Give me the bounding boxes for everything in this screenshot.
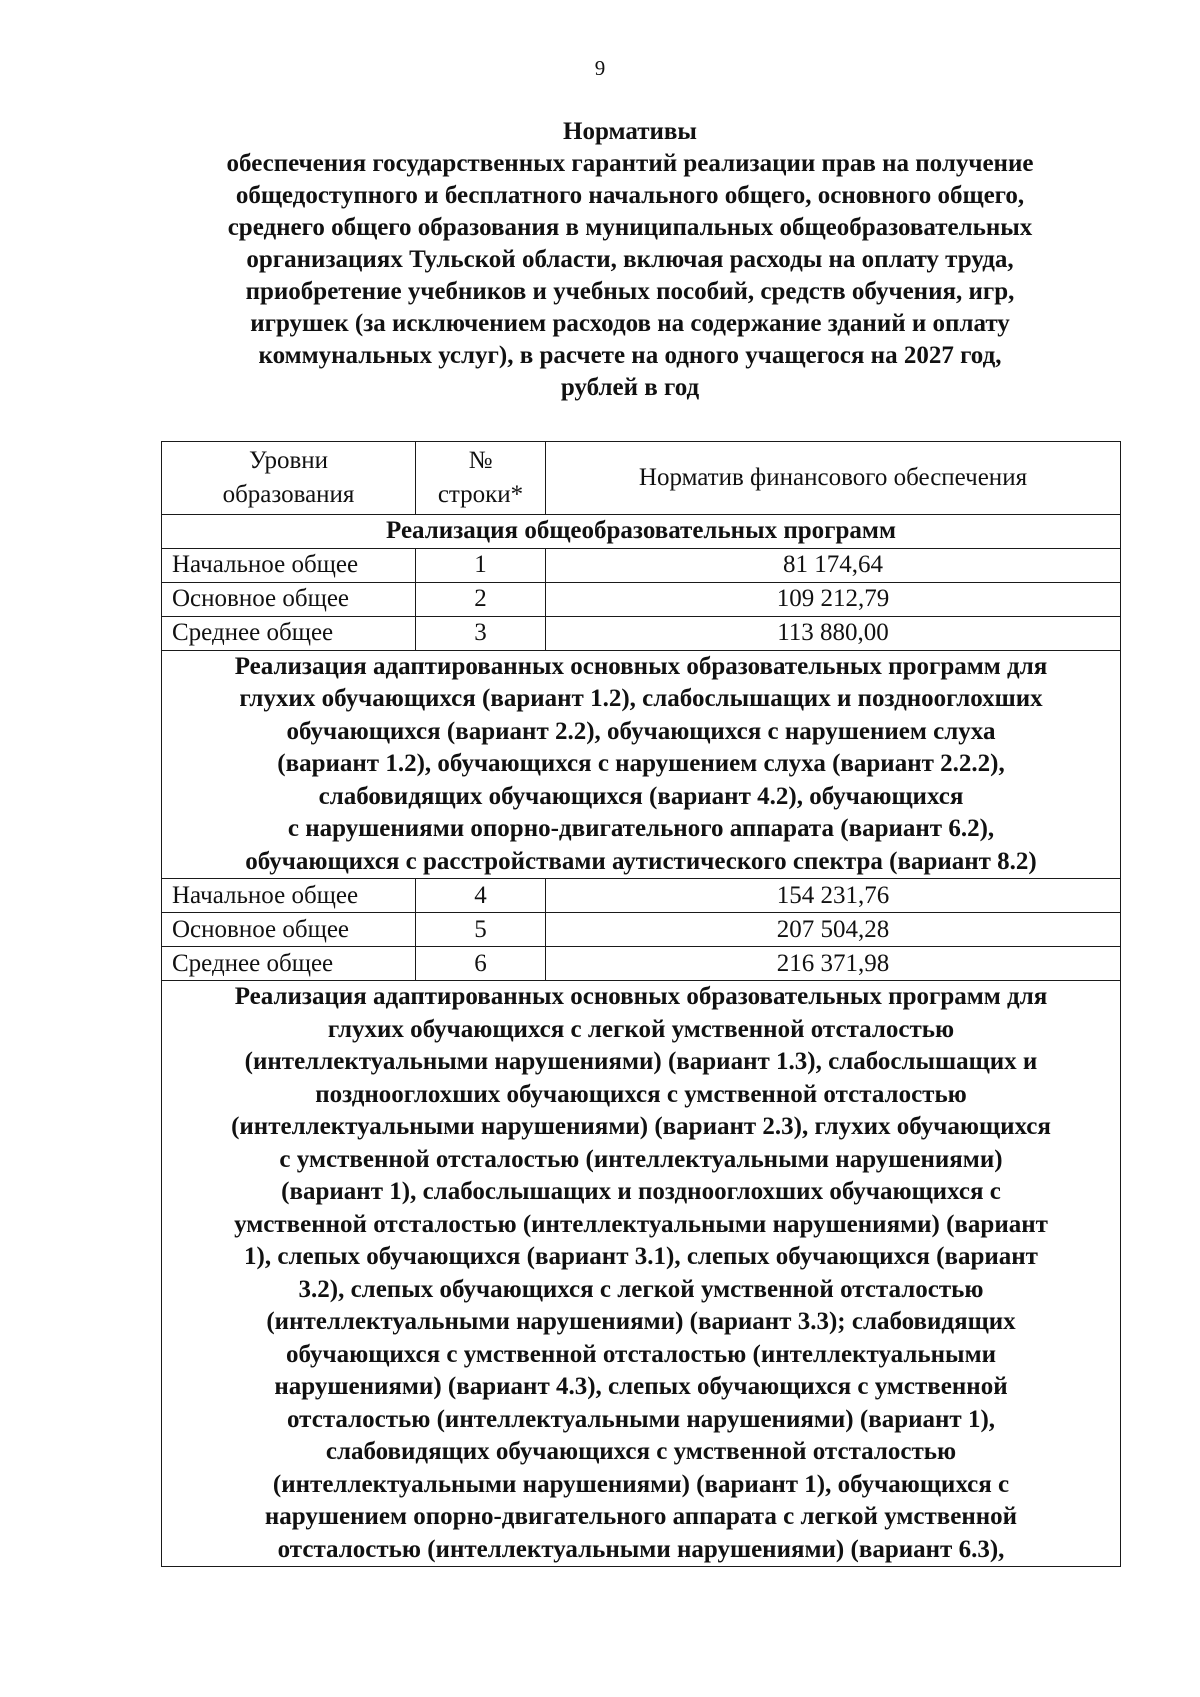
cell-row-number: 6 (416, 947, 546, 981)
heading-line: рублей в год (560, 374, 700, 401)
cell-level: Основное общее (162, 582, 416, 616)
heading-line: организациях Тульской области, включая расходы на оплату труда, (246, 246, 1014, 273)
section-title-line: умственной отсталостью (интеллектуальными нарушениями) (вариант (234, 1210, 1048, 1238)
header-row-number (416, 442, 546, 515)
cell-level: Начальное общее (162, 548, 416, 582)
cell-level: Среднее общее (162, 947, 416, 981)
heading-line: обеспечения государственных гарантий реализации прав на получение (226, 150, 1034, 177)
header-num-line: № (468, 447, 493, 474)
table-row (162, 616, 1121, 650)
cell-level: Основное общее (162, 913, 416, 947)
cell-value: 113 880,00 (546, 616, 1121, 650)
section-title-line: отсталостью (интеллектуальными нарушениями) (вариант 1), (286, 1405, 996, 1433)
header-level-line: образования (222, 481, 355, 508)
section-title-row (162, 515, 1121, 549)
section-title-line: обучающихся с умственной отсталостью (интеллектуальными (285, 1340, 997, 1368)
table-row (162, 582, 1121, 616)
section-title-line: Реализация общеобразовательных программ (386, 517, 896, 544)
heading-line: приобретение учебников и учебных пособий, средств обучения, игр, (245, 278, 1015, 305)
cell-value: 207 504,28 (546, 913, 1121, 947)
heading-line: среднего общего образования в муниципальных общеобразовательных (227, 214, 1033, 241)
table-row (162, 947, 1121, 981)
section-title-line: глухих обучающихся с легкой умственной отсталостью (327, 1015, 955, 1043)
section-title-line: глухих обучающихся (вариант 1.2), слабослышащих и позднооглохших (239, 685, 1043, 712)
cell-row-number: 1 (416, 548, 546, 582)
section-title-line: Реализация адаптированных основных образовательных программ для (234, 652, 1048, 680)
section-title-line: 1), слепых обучающихся (вариант 3.1), слепых обучающихся (вариант (244, 1243, 1038, 1270)
table-row (162, 879, 1121, 913)
header-level (162, 442, 416, 515)
table-header-row (162, 442, 1121, 515)
section-title-line: (интеллектуальными нарушениями) (вариант 2.3), глухих обучающихся (231, 1113, 1051, 1140)
section-title-line: (интеллектуальными нарушениями) (вариант 1), обучающихся с (272, 1470, 1010, 1498)
cell-row-number: 3 (416, 616, 546, 650)
cell-value: 109 212,79 (546, 582, 1121, 616)
section-title-line: (интеллектуальными нарушениями) (вариант 3.3); слабовидящих (266, 1308, 1016, 1335)
heading-line: коммунальных услуг), в расчете на одного учащегося на 2027 год, (258, 342, 1002, 369)
section-title (162, 981, 1121, 1567)
heading-line: игрушек (за исключением расходов на содержание зданий и оплату (250, 310, 1010, 337)
page-number: 9 (594, 56, 606, 80)
cell-value: 216 371,98 (546, 947, 1121, 981)
section-title-line: (вариант 1), слабослышащих и позднооглохших обучающихся с (281, 1178, 1001, 1205)
norms-table (161, 441, 1121, 1567)
cell-row-number: 5 (416, 913, 546, 947)
header-norm-value: Норматив финансового обеспечения (546, 442, 1121, 515)
cell-row-number: 4 (416, 879, 546, 913)
section-title-row (162, 981, 1121, 1567)
header-num-line: строки* (437, 481, 524, 508)
section-title-line: обучающихся (вариант 2.2), обучающихся с нарушением слуха (286, 717, 996, 745)
cell-value: 154 231,76 (546, 879, 1121, 913)
table-row (162, 548, 1121, 582)
section-title-line: Реализация адаптированных основных образовательных программ для (234, 983, 1048, 1010)
section-title-line: слабовидящих обучающихся (вариант 4.2), обучающихся (318, 782, 964, 810)
section-title-line: (вариант 1.2), обучающихся с нарушением слуха (вариант 2.2.2), (277, 750, 1005, 777)
heading-title: Нормативы (563, 118, 697, 145)
cell-level: Среднее общее (162, 616, 416, 650)
section-title-line: 3.2), слепых обучающихся с легкой умственной отсталостью (298, 1275, 984, 1303)
section-title-line: слабовидящих обучающихся с умственной отсталостью (325, 1438, 957, 1465)
section-title-line: (интеллектуальными нарушениями) (вариант 1.3), слабослышащих и (244, 1048, 1038, 1075)
section-title-line: с нарушениями опорно-двигательного аппарата (вариант 6.2), (287, 815, 995, 842)
section-title-row (162, 650, 1121, 879)
section-title-line: с умственной отсталостью (интеллектуальными нарушениями) (279, 1145, 1003, 1173)
table-row (162, 913, 1121, 947)
cell-level: Начальное общее (162, 879, 416, 913)
cell-value: 81 174,64 (546, 548, 1121, 582)
section-title (162, 515, 1121, 549)
section-title-line: позднооглохших обучающихся с умственной отсталостью (315, 1080, 967, 1108)
document-heading (150, 116, 1110, 404)
section-title (162, 650, 1121, 879)
section-title-line: обучающихся с расстройствами аутистического спектра (вариант 8.2) (245, 847, 1037, 875)
header-level-line: Уровни (248, 447, 329, 474)
section-title-line: нарушением опорно-двигательного аппарата с легкой умственной (264, 1503, 1018, 1530)
section-title-line: нарушениями) (вариант 4.3), слепых обучающихся с умственной (274, 1373, 1008, 1400)
heading-line: общедоступного и бесплатного начального общего, основного общего, (235, 182, 1025, 209)
cell-row-number: 2 (416, 582, 546, 616)
section-title-line: отсталостью (интеллектуальными нарушениями) (вариант 6.3), (277, 1535, 1005, 1563)
